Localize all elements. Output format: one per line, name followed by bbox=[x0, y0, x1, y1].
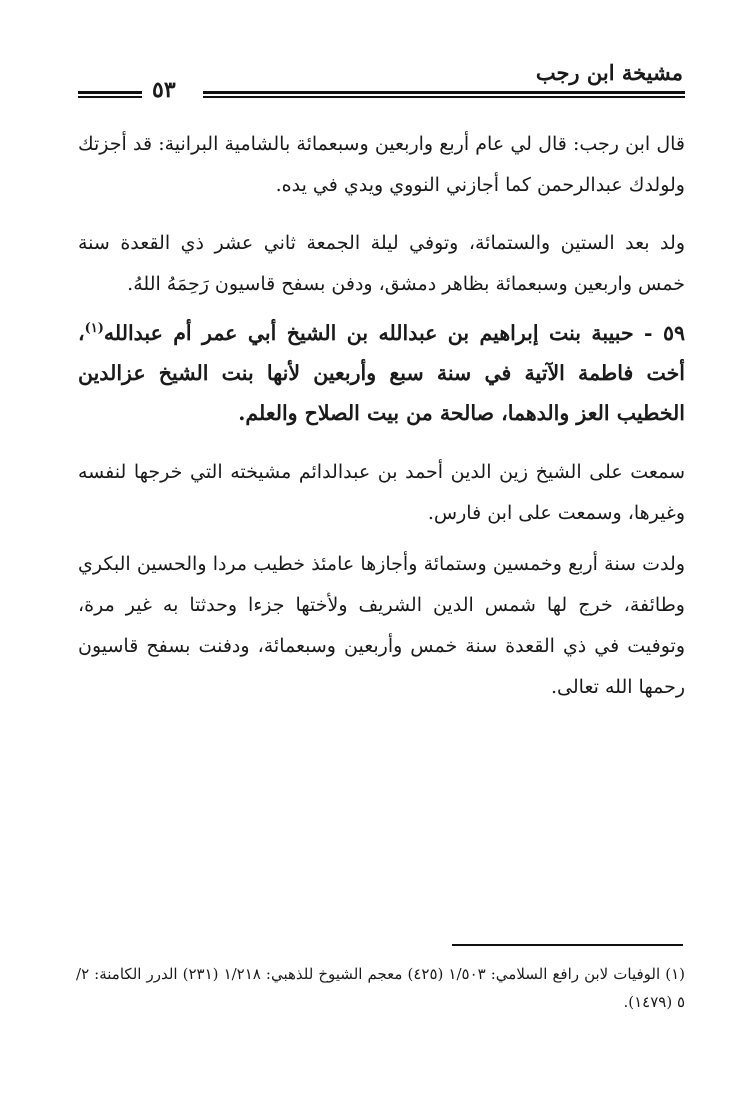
page-number: ٥٣ bbox=[152, 77, 176, 103]
running-header-title: مشيخة ابن رجب bbox=[535, 60, 683, 85]
footnote-separator bbox=[452, 944, 683, 946]
footnote-reference[interactable]: (١) bbox=[84, 321, 104, 337]
header-rule-short bbox=[78, 96, 142, 98]
paragraph-samaat: سمعت على الشيخ زين الدين أحمد بن عبدالدائم مشيخته التي خرجها لنفسه وغيرها، وسمعت على ابن فارس. bbox=[78, 461, 685, 524]
paragraph-ijaza: قال ابن رجب: قال لي عام أربع واربعين وسبعمائة بالشامية البرانية: قد أجزتك ولولدك عبدالرحمن كما أجازني النووي ويدي في يده. bbox=[78, 133, 685, 196]
entry-description: ، أخت فاطمة الآتية في سنة سبع وأربعين لأنها بنت الشيخ عزالدين الخطيب العز والدهما، صالحة من بيت الصلاح والعلم. bbox=[78, 321, 685, 425]
biography-entry-heading bbox=[78, 313, 685, 433]
entry-number: ٥٩ - bbox=[633, 321, 685, 345]
paragraph-birth-death: ولد بعد الستين والستمائة، وتوفي ليلة الجمعة ثاني عشر ذي القعدة سنة خمس واربعين وسبعمائة بظاهر دمشق، ودفن بسفح قاسيون رَحِمَهُ اللهُ. bbox=[78, 232, 685, 295]
entry-name: حبيبة بنت إبراهيم بن عبدالله بن الشيخ أبي عمر أم عبدالله bbox=[103, 321, 634, 345]
header-rule bbox=[203, 96, 685, 98]
footnote: (١) الوفيات لابن رافع السلامي: ١/٥٠٣ (٤٢٥) معجم الشيوخ للذهبي: ١/٢١٨ (٢٣١) الدرر الكامنة: ٢/ ٥ (١٤٧٩). bbox=[76, 965, 685, 1011]
header-rule-short bbox=[78, 91, 142, 94]
header-rule bbox=[203, 91, 685, 94]
paragraph-birth-death-2: ولدت سنة أربع وخمسين وستمائة وأجازها عامئذ خطيب مردا والحسين البكري وطائفة، خرج لها شمس الدين الشريف ولأختها جزءا وحدثتا به غير مرة، وتوفيت في ذي القعدة سنة خمس وأربعين وسبعمائة، ودفنت بسفح قاسيون رحمها الله تعالى. bbox=[78, 553, 685, 698]
